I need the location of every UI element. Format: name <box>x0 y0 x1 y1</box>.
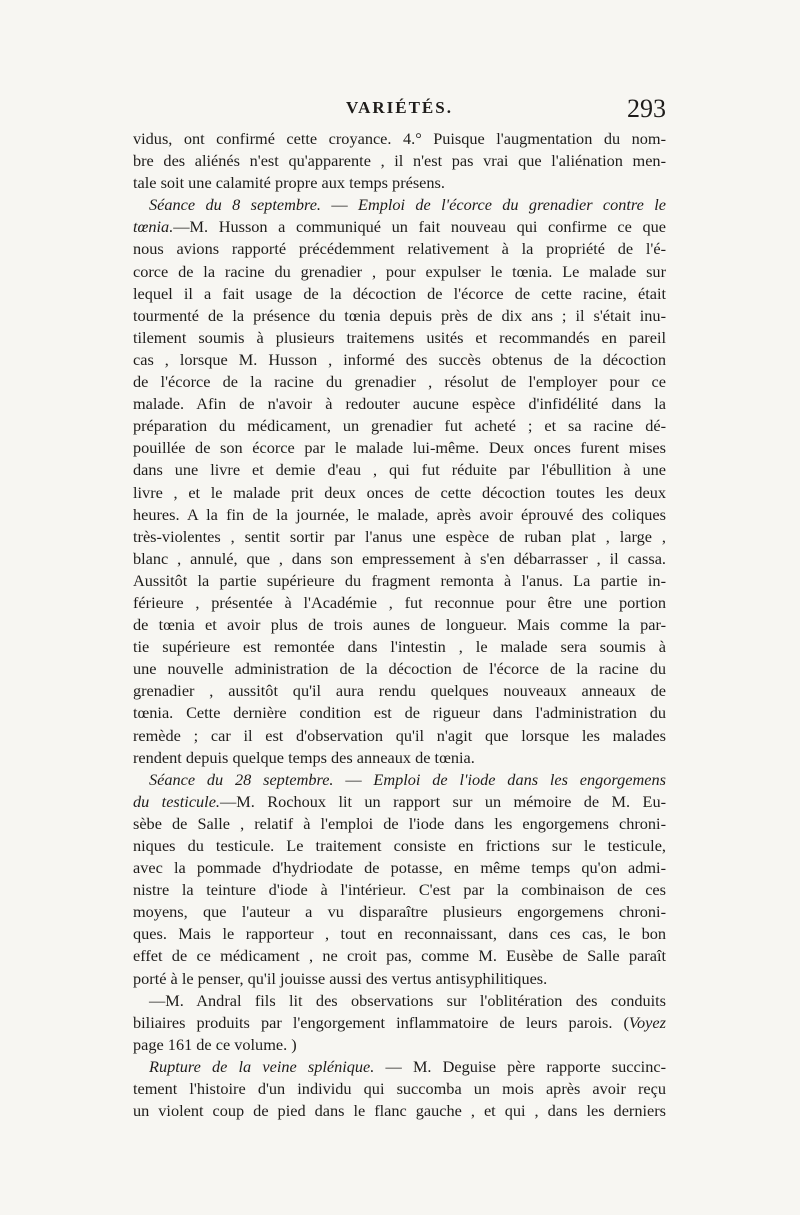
running-title: VARIÉTÉS. <box>346 98 453 117</box>
paragraph-andral <box>133 990 666 1056</box>
text-line: tie supérieure est remontée dans l'intestin , le malade sera soumis à <box>133 637 666 657</box>
text-line: nistre la teinture d'iode à l'intérieur. C'est par la combinaison de ces <box>133 880 666 900</box>
section-title: Rupture de la veine splénique. <box>149 1056 375 1076</box>
text-line: effet de ce médicament , ne croit pas, comme M. Eusèbe de Salle paraît <box>133 946 666 966</box>
text-line: tale soit une calamité propre aux temps présens. <box>133 173 445 193</box>
paragraph-rupture <box>133 1056 666 1122</box>
text-line: tilement soumis à plusieurs traitemens usités et recommandés en pareil <box>133 327 666 347</box>
text-line: tœnia. Cette dernière condition est de rigueur dans l'administration du <box>133 703 666 723</box>
text-line: moyens, que l'auteur a vu disparaître plusieurs engorgemens chroni- <box>133 902 666 922</box>
text-line: nous avions rapporté précédemment relativement à la propriété de l'é- <box>133 239 666 259</box>
text-line: livre , et le malade prit deux onces de cette décoction toutes les deux <box>133 482 666 502</box>
text-line: cas , lorsque M. Husson , informé des succès obtenus de la décoction <box>133 349 666 369</box>
text-line: heures. A la fin de la journée, le malade, après avoir éprouvé des coliques <box>133 504 666 524</box>
text-line: corce de la racine du grenadier , pour expulser le tœnia. Le malade sur <box>133 261 666 281</box>
section-heading <box>133 1056 666 1078</box>
text-line: très-violentes , sentit sortir par l'anus une espèce de ruban plat , large , <box>133 526 666 546</box>
text-line: remède ; car il est d'observation qu'il n'agit que lorsque les malades <box>133 725 666 745</box>
section-title: Emploi de l'iode dans les engorgemens <box>373 769 666 789</box>
text-line: rendent depuis quelque temps des anneaux de tœnia. <box>133 747 475 767</box>
text-line: de l'écorce de la racine du grenadier , résolut de l'employer pour ce <box>133 372 666 392</box>
text-run: — M. Deguise père rapporte succinc- <box>374 1056 666 1076</box>
text-run: —M. Husson a communiqué un fait nouveau qui confirme ce que <box>173 217 666 237</box>
text-line: préparation du médicament, un grenadier fut acheté ; et sa racine dé- <box>133 416 666 436</box>
text-line: ques. Mais le rapporteur , tout en reconnaissant, dans ces cas, le bon <box>133 924 666 944</box>
paragraph-seance-28-septembre <box>133 769 666 990</box>
text-line: niques du testicule. Le traitement consiste en frictions sur le testicule, <box>133 836 666 855</box>
text-line: férieure , présentée à l'Académie , fut reconnue pour être une portion <box>133 592 666 612</box>
text-line: page 161 de ce volume. ) <box>133 1034 297 1054</box>
text-line: —M. Andral fils lit des observations sur l'oblitération des conduits <box>149 990 666 1010</box>
text-line: sèbe de Salle , relatif à l'emploi de l'iode dans les engorgemens chroni- <box>133 813 666 833</box>
text-line <box>133 791 666 813</box>
text-line: tourmenté de la présence du tœnia depuis près de dix ans ; il s'était inu- <box>133 305 666 325</box>
text-line: vidus, ont confirmé cette croyance. 4.° Puisque l'augmentation du nom- <box>133 129 666 148</box>
section-heading <box>133 769 666 791</box>
text-line: Aussitôt la partie supérieure du fragment remonta à l'anus. La partie in- <box>133 570 666 590</box>
text-line: une nouvelle administration de la décoction de l'écorce de la racine du <box>133 659 666 679</box>
text-line: porté à le penser, qu'il jouisse aussi des vertus antisyphilitiques. <box>133 968 548 988</box>
section-title: Emploi de l'écorce du grenadier contre le <box>358 195 667 215</box>
text-run: —M. Rochoux lit un rapport sur un mémoire de M. Eu- <box>220 791 667 811</box>
section-heading <box>133 194 666 216</box>
cross-reference: Voyez <box>628 1012 666 1032</box>
page-body <box>133 128 666 1122</box>
text-line: avec la pommade d'hydriodate de potasse, en même temps qu'on admi- <box>133 858 666 878</box>
text-line: pouillée de son écorce par le malade lui-même. Deux onces furent mises <box>133 438 666 458</box>
text-line: tement l'histoire d'un individu qui succomba un mois après avoir reçu <box>133 1079 666 1099</box>
text-line: lequel il a fait usage de la décoction de l'écorce de cette racine, était <box>133 283 666 303</box>
text-line: biliaires produits par l'engorgement inflammatoire de leurs parois. (Voyez <box>133 1012 666 1032</box>
text-line: de tœnia et avoir plus de trois aunes de longueur. Mais comme la par- <box>133 615 666 635</box>
text-line: dans une livre et demie d'eau , qui fut réduite par l'ébullition à une <box>133 460 666 480</box>
section-title-end: tœnia. <box>133 217 174 237</box>
session-date: Séance du 28 septembre. <box>149 769 334 789</box>
text-line <box>133 216 666 238</box>
paragraph-seance-8-septembre <box>133 194 666 768</box>
section-title-end: du testicule. <box>133 791 221 811</box>
heading-separator: — <box>321 195 359 215</box>
heading-separator: — <box>333 769 374 789</box>
paragraph-conclusion <box>133 128 666 194</box>
text-line: malade. Afin de n'avoir à redouter aucune espèce d'infidélité dans la <box>133 394 666 414</box>
text-line: un violent coup de pied dans le flanc gauche , et qui , dans les derniers <box>133 1101 666 1121</box>
text-line: grenadier , aussitôt qu'il aura rendu quelques nouveaux anneaux de <box>133 681 666 701</box>
page-header <box>133 94 666 130</box>
text-run: biliaires produits par l'engorgement inflammatoire de leurs parois. <box>133 1012 613 1032</box>
text-line: blanc , annulé, que , dans son empressement à s'en débarrasser , il cassa. <box>133 548 666 568</box>
session-date: Séance du 8 septembre. <box>149 195 321 215</box>
text-line: bre des aliénés n'est qu'apparente , il n'est pas vrai que l'aliénation men- <box>133 151 666 171</box>
page-number: 293 <box>627 94 666 123</box>
